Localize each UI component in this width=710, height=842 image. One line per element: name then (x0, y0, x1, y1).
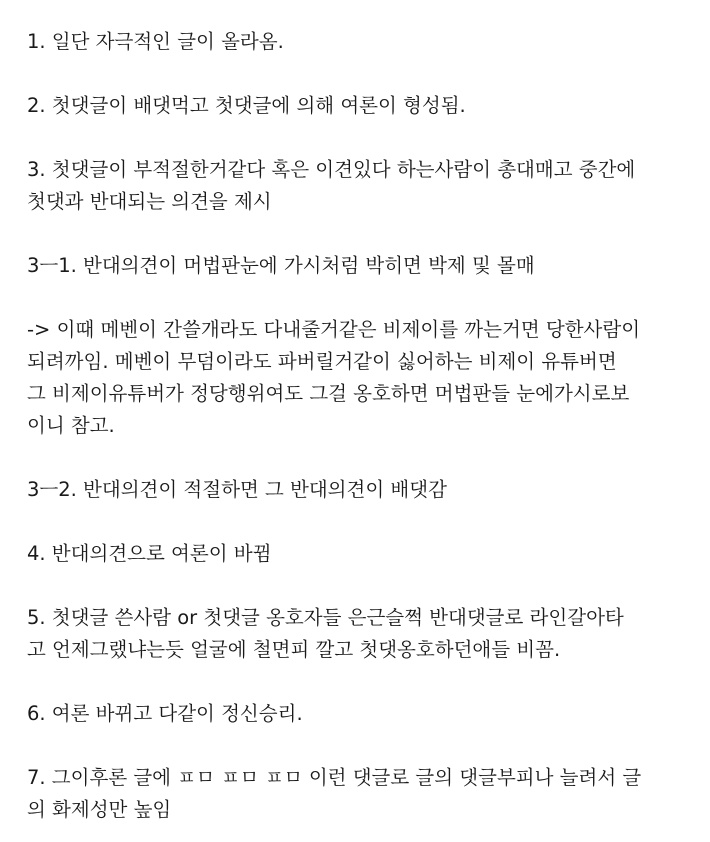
text-line: 되려까임. 메벤이 무덤이라도 파버릴거같이 싫어하는 비제이 유튜버면 (27, 350, 617, 373)
text-line: 3. 첫댓글이 부적절한거같다 혹은 이견있다 하는사람이 총대매고 중간에 (27, 158, 636, 181)
text-line: 3ㅡ2. 반대의견이 적절하면 그 반대의견이 배댓감 (27, 478, 447, 501)
paragraph-gap (27, 122, 697, 154)
paragraph-3 (27, 154, 697, 218)
paragraph-gap (27, 442, 697, 474)
paragraph-3-1 (27, 250, 697, 282)
paragraph-4 (27, 538, 697, 570)
paragraph-gap (27, 506, 697, 538)
text-line: 7. 그이후론 글에 ㅍㅁ ㅍㅁ ㅍㅁ 이런 댓글로 글의 댓글부피나 늘려서 글 (27, 766, 642, 789)
paragraph-7 (27, 762, 697, 826)
paragraph-gap (27, 218, 697, 250)
document-body (27, 26, 697, 826)
text-line: 3ㅡ1. 반대의견이 머법판눈에 가시처럼 박히면 박제 및 몰매 (27, 254, 535, 277)
text-line: 5. 첫댓글 쓴사람 or 첫댓글 옹호자들 은근슬쩍 반대댓글로 라인갈아타 (27, 606, 624, 629)
paragraph-6 (27, 698, 697, 730)
text-line: 1. 일단 자극적인 글이 올라옴. (27, 30, 284, 53)
paragraph-gap (27, 666, 697, 698)
text-line: 2. 첫댓글이 배댓먹고 첫댓글에 의해 여론이 형성됨. (27, 94, 466, 117)
text-line: 의 화제성만 높임 (27, 798, 172, 821)
paragraph-5 (27, 602, 697, 666)
paragraph-3-2 (27, 474, 697, 506)
text-line: 6. 여론 바뀌고 다같이 정신승리. (27, 702, 303, 725)
paragraph-1 (27, 26, 697, 58)
paragraph-gap (27, 58, 697, 90)
paragraph-gap (27, 282, 697, 314)
text-line: 4. 반대의견으로 여론이 바뀜 (27, 542, 272, 565)
paragraph-2 (27, 90, 697, 122)
text-line: 고 언제그랬냐는듯 얼굴에 철면피 깔고 첫댓옹호하던애들 비꼼. (27, 638, 561, 661)
text-line: -> 이때 메벤이 간쓸개라도 다내줄거같은 비제이를 까는거면 당한사람이 (27, 318, 641, 341)
paragraph-gap (27, 570, 697, 602)
paragraph-note (27, 314, 697, 442)
text-line: 그 비제이유튜버가 정당행위여도 그걸 옹호하면 머법판들 눈에가시로보 (27, 382, 630, 405)
text-line: 이니 참고. (27, 414, 115, 437)
text-line: 첫댓과 반대되는 의견을 제시 (27, 190, 272, 213)
paragraph-gap (27, 730, 697, 762)
